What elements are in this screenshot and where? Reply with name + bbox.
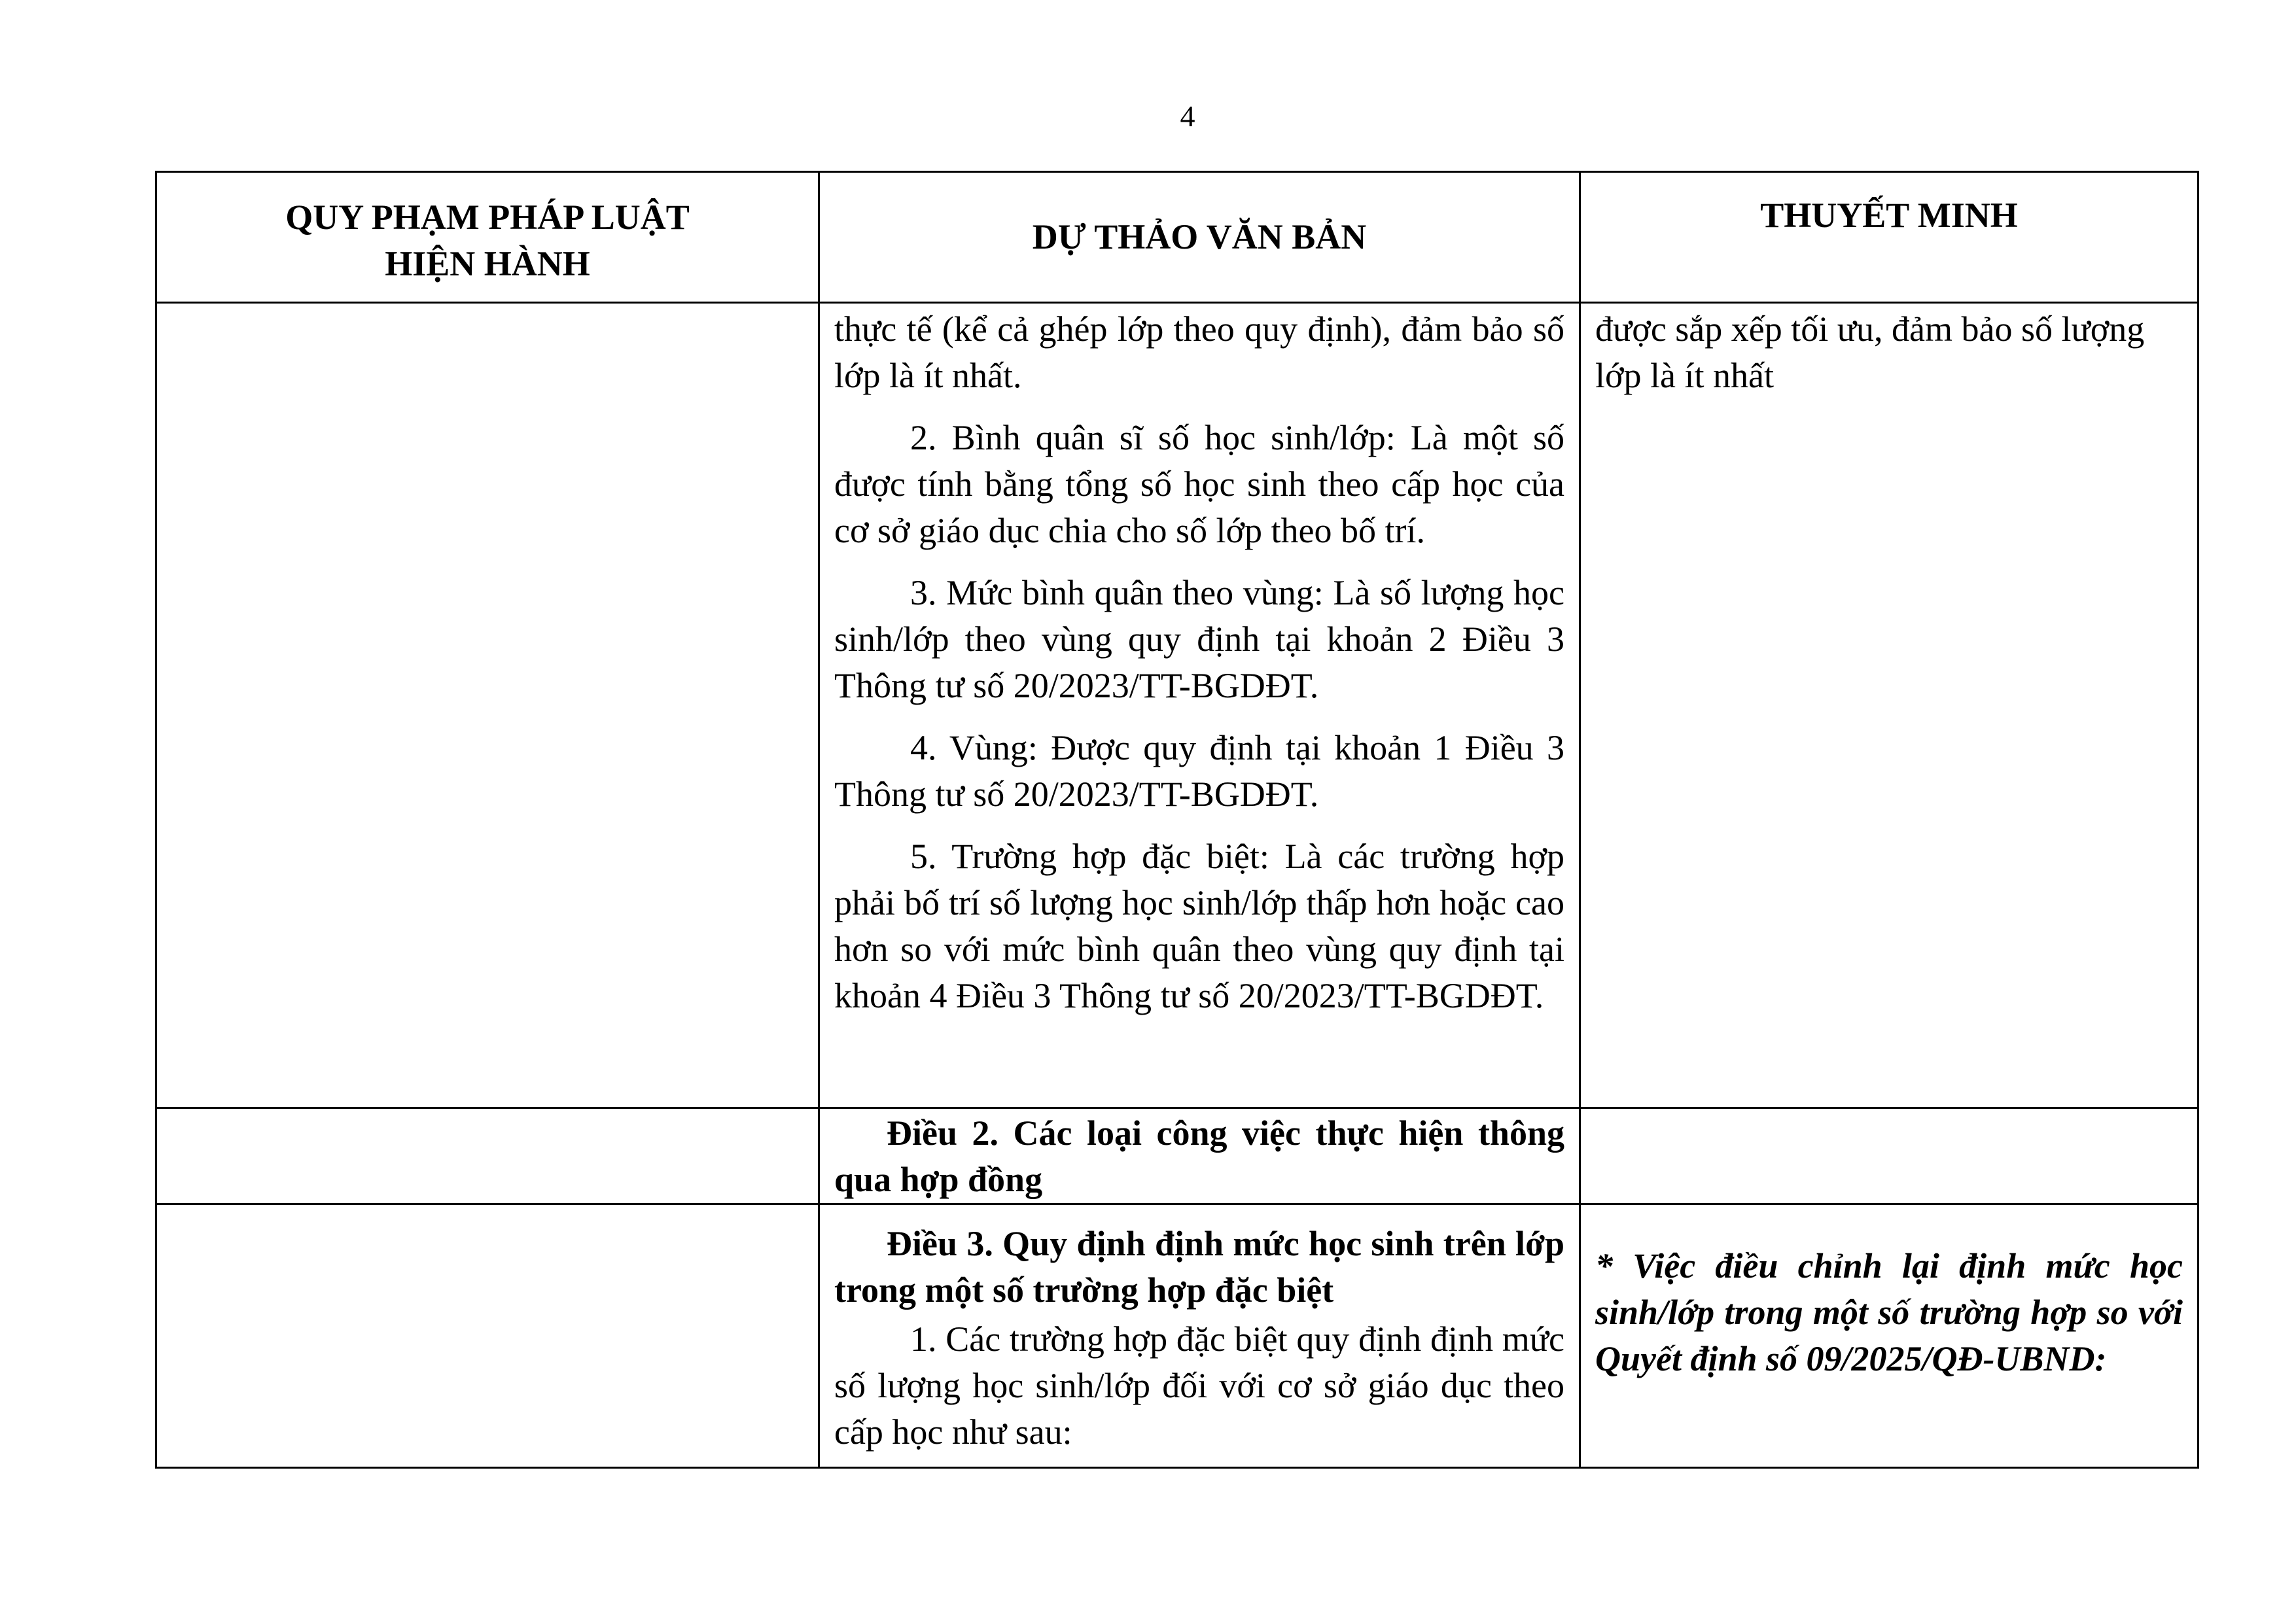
explanation-text: được sắp xếp tối ưu, đảm bảo số lượng lớp là ít nhất (1595, 309, 2145, 395)
draft-paragraph: 1. Các trường hợp đặc biệt quy định định mức số lượng học sinh/lớp đối với cơ sở giáo dục theo cấp học như sau: (834, 1319, 1564, 1452)
current-regulation-cell (156, 1108, 819, 1204)
comparison-table (155, 171, 2199, 1469)
explanation-cell (1580, 1108, 2199, 1204)
header-draft-document (819, 172, 1580, 303)
draft-document-cell (819, 1204, 1580, 1468)
header-draft-document-label: DỰ THẢO VĂN BẢN (1032, 217, 1367, 256)
current-regulation-cell (156, 303, 819, 1108)
table-header-row (156, 172, 2199, 303)
header-explanation (1580, 172, 2199, 303)
header-current-regulation-line1: QUY PHẠM PHÁP LUẬT (285, 197, 690, 237)
draft-paragraph: 2. Bình quân sĩ số học sinh/lớp: Là một số được tính bằng tổng số học sinh theo cấp học của cơ sở giáo dục chia cho số lớp theo bố trí. (834, 418, 1564, 550)
draft-document-cell (819, 1108, 1580, 1204)
draft-paragraph: 5. Trường hợp đặc biệt: Là các trường hợp phải bố trí số lượng học sinh/lớp thấp hơn hoặc cao hơn so với mức bình quân theo vùng quy định tại khoản 4 Điều 3 Thông tư số 20/2023/TT-BGDĐT. (834, 837, 1564, 1015)
header-current-regulation (156, 172, 819, 303)
table-row (156, 303, 2199, 1108)
table-row (156, 1204, 2199, 1468)
current-regulation-cell (156, 1204, 819, 1468)
page-number: 4 (1180, 99, 1195, 133)
explanation-note: * Việc điều chỉnh lại định mức học sinh/lớp trong một số trường hợp so với Quyết định số 09/2025/QĐ-UBND: (1595, 1246, 2183, 1378)
draft-paragraph: 4. Vùng: Được quy định tại khoản 1 Điều 3 Thông tư số 20/2023/TT-BGDĐT. (834, 728, 1564, 814)
table-row (156, 1108, 2199, 1204)
header-explanation-label: THUYẾT MINH (1760, 196, 2018, 235)
article-2-title: Điều 2. Các loại công việc thực hiện thông qua hợp đồng (834, 1113, 1564, 1199)
header-current-regulation-line2: HIỆN HÀNH (385, 243, 590, 283)
draft-paragraph: 3. Mức bình quân theo vùng: Là số lượng học sinh/lớp theo vùng quy định tại khoản 2 Điều 3 Thông tư số 20/2023/TT-BGDĐT. (834, 573, 1564, 705)
explanation-cell (1580, 1204, 2199, 1468)
draft-paragraph: thực tế (kể cả ghép lớp theo quy định), đảm bảo số lớp là ít nhất. (834, 309, 1564, 395)
explanation-cell (1580, 303, 2199, 1108)
draft-document-cell (819, 303, 1580, 1108)
article-3-title: Điều 3. Quy định định mức học sinh trên lớp trong một số trường hợp đặc biệt (834, 1224, 1564, 1310)
